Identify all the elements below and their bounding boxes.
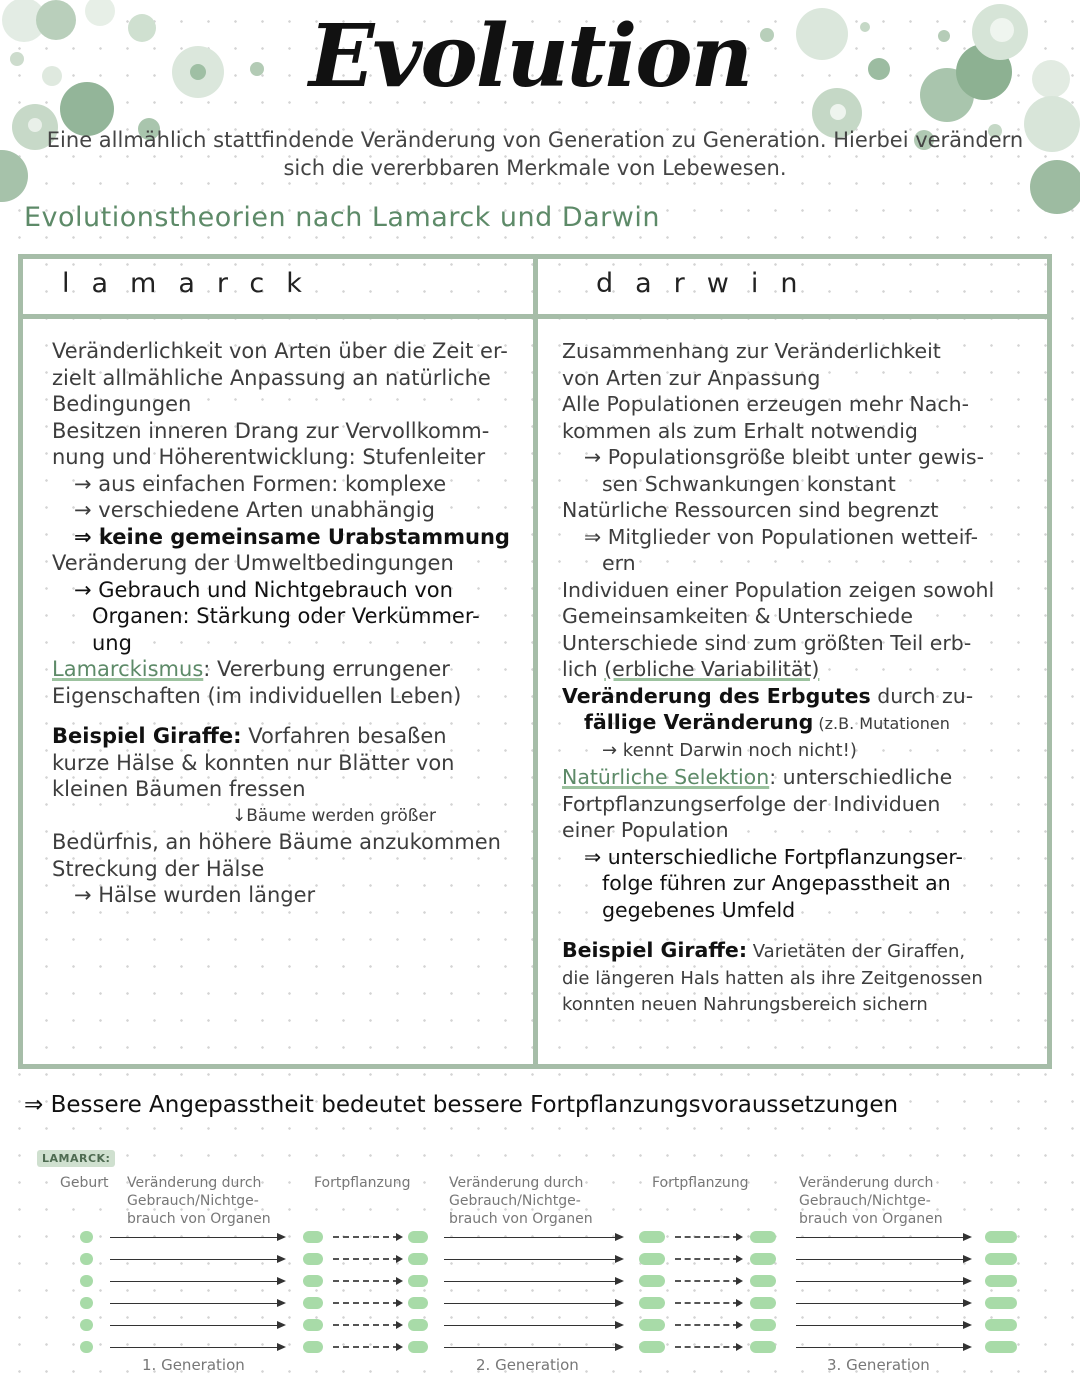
individual-dot xyxy=(80,1341,93,1353)
evolution-definition: Eine allmählich stattfindende Veränderung von Generation zu Generation. Hierbei verändern sich die vererbbaren Merkmale von Lebewesen. xyxy=(46,128,1024,180)
individual-dot xyxy=(750,1319,776,1331)
text-line: von Arten zur Anpassung xyxy=(562,365,821,390)
individual-dot xyxy=(408,1319,428,1331)
individual-dot xyxy=(750,1275,776,1287)
text-line: einer Population xyxy=(562,818,729,842)
change-arrow xyxy=(444,1259,622,1260)
individual-dot xyxy=(750,1253,776,1265)
individual-dot xyxy=(985,1319,1017,1331)
text-line: ⇒ unterschiedliche Fortpflanzungser- xyxy=(584,844,963,869)
change-arrow xyxy=(444,1347,622,1348)
stage-label: Fortpflanzung xyxy=(314,1175,411,1191)
reproduction-arrow xyxy=(333,1236,399,1238)
individual-dot xyxy=(303,1319,323,1331)
change-arrow xyxy=(110,1237,284,1238)
reproduction-arrow xyxy=(675,1258,739,1260)
text-line: ung xyxy=(92,630,132,655)
conclusion: ⇒ Bessere Angepasstheit bedeutet bessere Fortpflanzungsvoraussetzungen xyxy=(24,1092,899,1118)
text-line: Bedingungen xyxy=(52,392,192,416)
change-arrow xyxy=(110,1259,284,1260)
stage-label: Geburt xyxy=(60,1175,109,1191)
individual-dot xyxy=(985,1341,1017,1353)
reproduction-arrow xyxy=(333,1258,399,1260)
change-arrow xyxy=(796,1237,970,1238)
reproduction-arrow xyxy=(675,1346,739,1348)
text-line: Eigenschaften (im individuellen Leben) xyxy=(52,683,462,708)
example-line: Beispiel Giraffe: Varietäten der Giraffen, xyxy=(562,938,966,962)
lamarck-header: lamarck xyxy=(62,268,324,299)
individual-dot xyxy=(80,1319,93,1331)
change-arrow xyxy=(110,1347,284,1348)
individual-dot xyxy=(303,1297,323,1309)
text-line: Zusammenhang zur Veränderlichkeit xyxy=(562,339,941,363)
darwin-column xyxy=(562,338,1044,1019)
text-line: Alle Populationen erzeugen mehr Nach- xyxy=(562,392,969,416)
reproduction-arrow xyxy=(675,1324,739,1326)
text-line: sen Schwankungen konstant xyxy=(602,471,896,496)
text-line: Bedürfnis, an höhere Bäume anzukommen xyxy=(52,830,501,854)
text-line: → verschiedene Arten unabhängig xyxy=(74,498,435,522)
change-arrow xyxy=(110,1325,284,1326)
text-line: → aus einfachen Formen: komplexe xyxy=(74,471,447,496)
variability-line: lich (erbliche Variabilität) xyxy=(562,657,820,681)
text-line: → Hälse wurden länger xyxy=(74,883,316,907)
stage-label: Veränderung durch Gebrauch/Nichtge-brauch von Organen xyxy=(449,1175,593,1227)
change-arrow xyxy=(444,1237,622,1238)
change-arrow xyxy=(110,1281,284,1282)
individual-dot xyxy=(639,1231,665,1243)
text-line: kleinen Bäumen fressen xyxy=(52,777,306,801)
text-line: gegebenes Umfeld xyxy=(602,897,796,922)
lamarck-column xyxy=(52,338,530,909)
individual-dot xyxy=(985,1231,1017,1243)
individual-dot xyxy=(639,1341,665,1353)
text-line: Streckung der Hälse xyxy=(52,856,265,881)
change-arrow xyxy=(444,1281,622,1282)
reproduction-arrow xyxy=(675,1236,739,1238)
text-line: Veränderlichkeit von Arten über die Zeit er- xyxy=(52,339,508,363)
text-line: → Gebrauch und Nichtgebrauch von xyxy=(74,577,453,602)
text-line: Organen: Stärkung oder Verkümmer- xyxy=(92,604,480,628)
reproduction-arrow xyxy=(333,1324,399,1326)
generation-label: 3. Generation xyxy=(827,1356,930,1374)
individual-dot xyxy=(303,1253,323,1265)
generation-label: 1. Generation xyxy=(142,1356,245,1374)
individual-dot xyxy=(408,1297,428,1309)
variability-term: (erbliche Variabilität) xyxy=(604,657,820,681)
text-line: ⇒ Mitglieder von Populationen wetteif- xyxy=(584,524,978,549)
individual-dot xyxy=(80,1231,93,1243)
text-line: Besitzen inneren Drang zur Vervollkomm- xyxy=(52,418,490,443)
lamarckismus-term: Lamarckismus xyxy=(52,657,204,681)
individual-dot xyxy=(750,1297,776,1309)
individual-dot xyxy=(639,1319,665,1331)
example-label: Beispiel Giraffe: xyxy=(52,724,242,748)
text-line: kommen als zum Erhalt notwendig xyxy=(562,418,918,443)
change-arrow xyxy=(796,1325,970,1326)
reproduction-arrow xyxy=(675,1280,739,1282)
mutation-line-2: fällige Veränderung (z.B. Mutationen xyxy=(584,710,950,734)
lamarckismus-line: Lamarckismus: Vererbung errungener xyxy=(52,657,450,681)
example-line: Beispiel Giraffe: Vorfahren besaßen xyxy=(52,724,447,748)
selection-line: Natürliche Selektion: unterschiedliche xyxy=(562,765,953,789)
change-arrow xyxy=(110,1303,284,1304)
text-line: ern xyxy=(602,551,636,575)
reproduction-arrow xyxy=(333,1302,399,1304)
change-arrow xyxy=(444,1303,622,1304)
text-line: → Populationsgröße bleibt unter gewis- xyxy=(584,445,984,469)
text-line: → kennt Darwin noch nicht!) xyxy=(602,739,857,761)
mutation-line: Veränderung des Erbgutes durch zu- xyxy=(562,683,974,708)
stage-label: Veränderung durch Gebrauch/Nichtge-brauch von Organen xyxy=(799,1175,943,1227)
text-line: kurze Hälse & konnten nur Blätter von xyxy=(52,750,455,775)
individual-dot xyxy=(639,1275,665,1287)
stage-label: Veränderung durch Gebrauch/Nichtge-brauch von Organen xyxy=(127,1175,271,1227)
text-line: konnten neuen Nahrungsbereich sichern xyxy=(562,994,928,1015)
individual-dot xyxy=(750,1231,776,1243)
individual-dot xyxy=(408,1341,428,1353)
page-title: Evolution xyxy=(308,6,752,107)
reproduction-arrow xyxy=(675,1302,739,1304)
individual-dot xyxy=(408,1253,428,1265)
reproduction-arrow xyxy=(333,1280,399,1282)
text-line: zielt allmähliche Anpassung an natürliche xyxy=(52,365,491,390)
individual-dot xyxy=(80,1297,93,1309)
individual-dot xyxy=(80,1275,93,1287)
change-arrow xyxy=(796,1281,970,1282)
individual-dot xyxy=(639,1297,665,1309)
individual-dot xyxy=(408,1275,428,1287)
change-arrow xyxy=(796,1347,970,1348)
change-arrow xyxy=(444,1325,622,1326)
individual-dot xyxy=(985,1253,1017,1265)
individual-dot xyxy=(408,1231,428,1243)
text-line: ⇒ keine gemeinsame Urabstammung xyxy=(74,524,510,549)
darwin-header: darwin xyxy=(596,268,820,299)
section-heading: Evolutionstheorien nach Lamarck und Darwin xyxy=(24,202,660,233)
text-line: Individuen einer Population zeigen sowohl xyxy=(562,577,995,602)
change-arrow xyxy=(796,1259,970,1260)
text-line: die längeren Hals hatten als ihre Zeitgenossen xyxy=(562,967,983,989)
stage-label: Fortpflanzung xyxy=(652,1175,749,1191)
text-line: Gemeinsamkeiten & Unterschiede xyxy=(562,604,914,628)
text-line: ↓Bäume werden größer xyxy=(232,805,436,826)
text-line: Unterschiede sind zum größten Teil erb- xyxy=(562,630,972,655)
example-label: Beispiel Giraffe: xyxy=(562,938,748,962)
text-line: Fortpflanzungserfolge der Individuen xyxy=(562,791,941,816)
diagram-label: LAMARCK: xyxy=(37,1150,115,1167)
text-line: Veränderung der Umweltbedingungen xyxy=(52,551,454,575)
individual-dot xyxy=(80,1253,93,1265)
text-line: folge führen zur Angepasstheit an xyxy=(602,871,951,895)
individual-dot xyxy=(985,1297,1017,1309)
individual-dot xyxy=(639,1253,665,1265)
individual-dot xyxy=(303,1341,323,1353)
selection-term: Natürliche Selektion xyxy=(562,765,770,789)
generation-label: 2. Generation xyxy=(476,1356,579,1374)
text-line: Natürliche Ressourcen sind begrenzt xyxy=(562,498,939,522)
individual-dot xyxy=(303,1231,323,1243)
change-arrow xyxy=(796,1303,970,1304)
individual-dot xyxy=(985,1275,1017,1287)
text-line: nung und Höherentwicklung: Stufenleiter xyxy=(52,445,486,469)
individual-dot xyxy=(303,1275,323,1287)
individual-dot xyxy=(750,1341,776,1353)
reproduction-arrow xyxy=(333,1346,399,1348)
